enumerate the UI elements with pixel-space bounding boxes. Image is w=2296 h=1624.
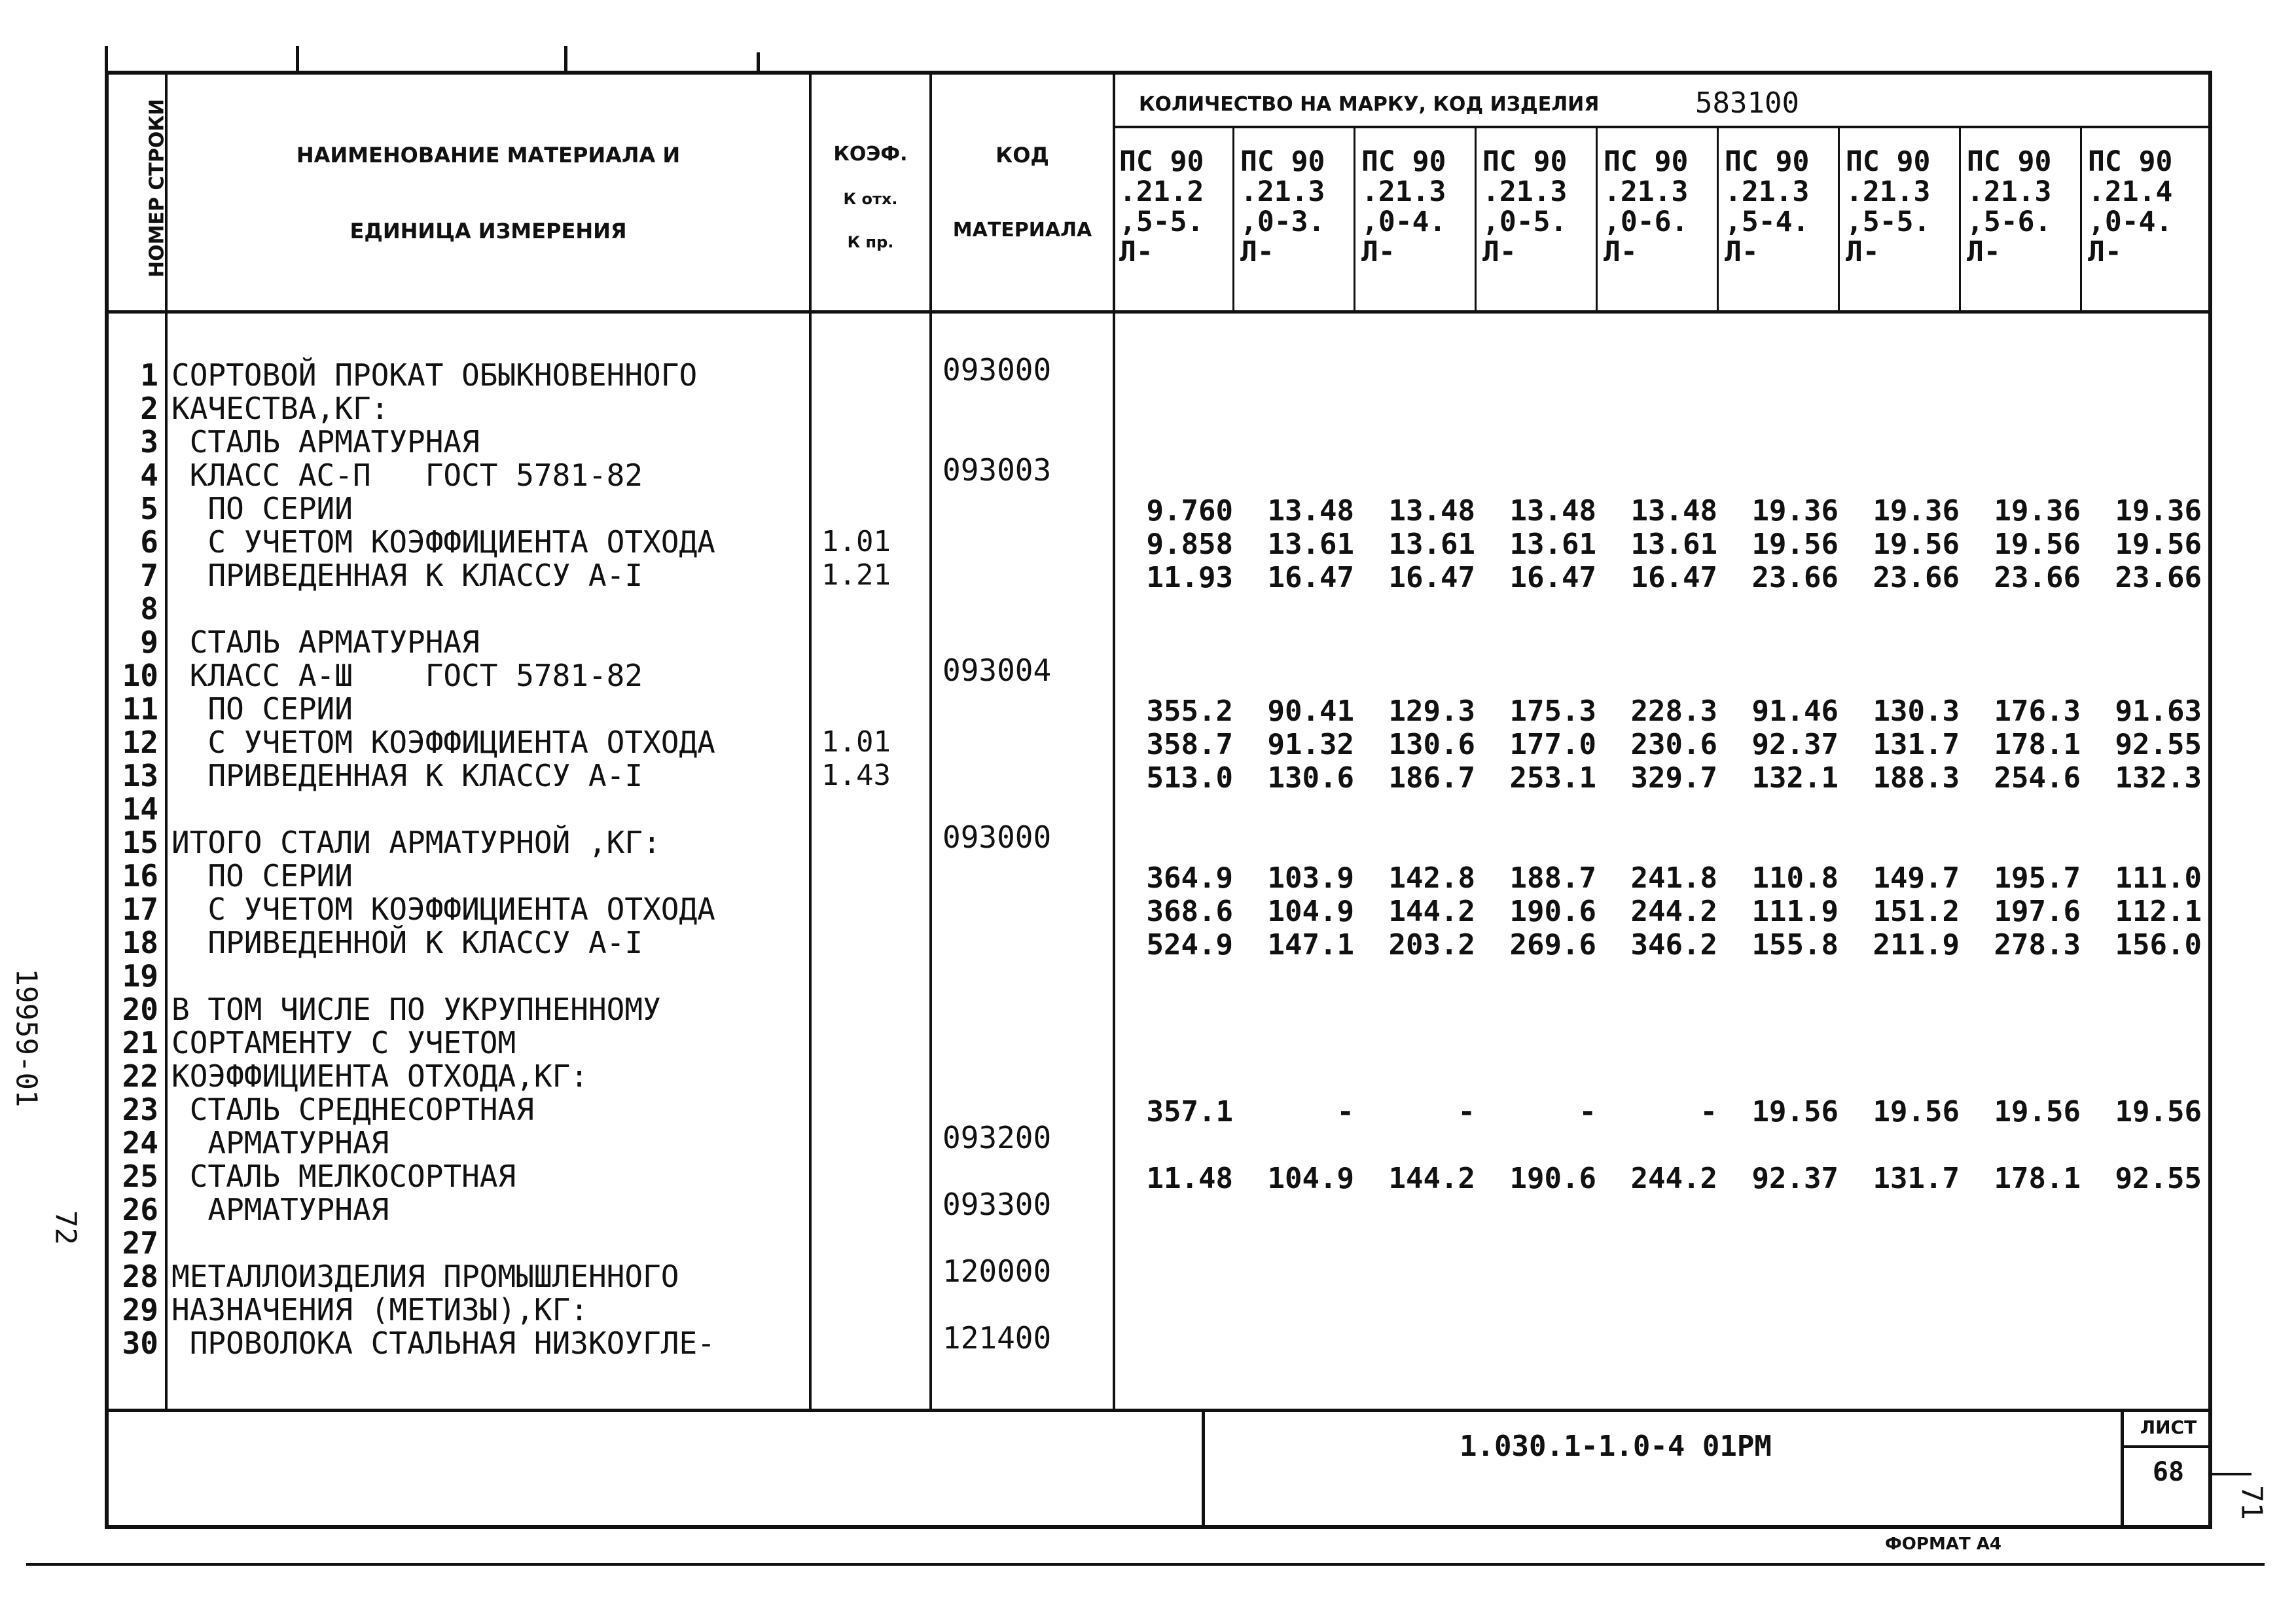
product-column-header-6-line2: .21.3 xyxy=(1725,175,1810,208)
material-code: 120000 xyxy=(942,1254,1052,1289)
row-text: КОЭФФИЦИЕНТА ОТХОДА,КГ: xyxy=(171,1058,588,1094)
material-code: 093004 xyxy=(942,653,1052,688)
product-column-header-4-line2: .21.3 xyxy=(1482,175,1568,208)
row-text: ПО СЕРИИ xyxy=(171,491,353,526)
quantity-cell: 23.66 xyxy=(2115,561,2202,594)
format-label: ФОРМАТ А4 xyxy=(1885,1534,2001,1554)
quantity-cell: 147.1 xyxy=(1267,928,1354,962)
row-number: 19 xyxy=(122,958,158,994)
product-column-header-1-line3: ,5-5. xyxy=(1119,206,1204,238)
product-column-header-1-line2: .21.2 xyxy=(1119,175,1204,208)
row-number: 9 xyxy=(140,624,158,660)
quantity-cell: 197.6 xyxy=(1994,895,2081,928)
row-number: 28 xyxy=(122,1259,158,1294)
quantity-cell: 13.61 xyxy=(1267,528,1354,561)
margin-right-page: 71 xyxy=(2234,1485,2269,1520)
quantity-cell: 91.63 xyxy=(2115,695,2202,728)
frame-bottom xyxy=(105,1525,2212,1529)
product-column-header-5-line2: .21.3 xyxy=(1604,175,1689,208)
quantity-cell: - xyxy=(1458,1095,1475,1128)
binding-stub-1 xyxy=(105,46,108,72)
product-column-header-2-line3: ,0-3. xyxy=(1240,206,1325,238)
page-bottom-line xyxy=(26,1563,2265,1566)
quantity-header-label: КОЛИЧЕСТВО НА МАРКУ, КОД ИЗДЕЛИЯ xyxy=(1139,93,1600,116)
row-number: 25 xyxy=(122,1159,158,1194)
quantity-cell: 23.66 xyxy=(1873,561,1960,594)
margin-left-code: 19959-01 xyxy=(9,968,43,1108)
quantity-cell: 241.8 xyxy=(1630,861,1717,895)
quantity-cell: 524.9 xyxy=(1146,928,1233,962)
product-column-header-3-line3: ,0-4. xyxy=(1361,206,1446,238)
coef-header-line1: КОЭФ. xyxy=(833,143,908,166)
product-column-header-6-line4: Л- xyxy=(1725,236,1759,268)
row-number: 1 xyxy=(140,357,158,393)
stamp-divider xyxy=(1202,1409,1205,1526)
row-text: ПРИВЕДЕННАЯ К КЛАССУ А-I xyxy=(171,758,643,793)
quantity-cell: 19.56 xyxy=(1873,1095,1960,1128)
quantity-cell: 130.3 xyxy=(1873,695,1960,728)
quantity-cell: 178.1 xyxy=(1994,728,2081,761)
margin-left-page: 72 xyxy=(48,1210,82,1245)
quantity-cell: 188.7 xyxy=(1509,861,1596,895)
quantity-cell: 13.48 xyxy=(1630,494,1717,528)
product-column-header-3-line1: ПС 90 xyxy=(1361,145,1446,178)
quantity-cell: 513.0 xyxy=(1146,761,1233,795)
row-number: 29 xyxy=(122,1292,158,1327)
document-code: 1.030.1-1.0-4 01РМ xyxy=(1460,1430,1772,1463)
row-text: КЛАСС АС-П ГОСТ 5781-82 xyxy=(171,458,643,493)
quantity-cell: 190.6 xyxy=(1509,1162,1596,1195)
row-text: ПО СЕРИИ xyxy=(171,691,353,727)
quantity-cell: 357.1 xyxy=(1146,1095,1233,1128)
product-column-header-8-line4: Л- xyxy=(1967,236,2001,268)
row-text: СТАЛЬ АРМАТУРНАЯ xyxy=(171,424,480,460)
quantity-cell: 175.3 xyxy=(1509,695,1596,728)
material-code: 093000 xyxy=(942,820,1052,855)
code-header-line2: МАТЕРИАЛА xyxy=(952,219,1092,242)
row-number: 24 xyxy=(122,1125,158,1161)
quantity-cell: 16.47 xyxy=(1509,561,1596,594)
quantity-cell: 131.7 xyxy=(1873,1162,1960,1195)
quantity-cell: 358.7 xyxy=(1146,728,1233,761)
row-text: МЕТАЛЛОИЗДЕЛИЯ ПРОМЫШЛЕННОГО xyxy=(171,1259,679,1294)
quantity-cell: 16.47 xyxy=(1267,561,1354,594)
col-line-name xyxy=(809,71,812,1410)
row-number: 3 xyxy=(140,424,158,460)
row-number: 16 xyxy=(122,858,158,893)
row-number: 30 xyxy=(122,1326,158,1361)
quantity-cell: 156.0 xyxy=(2115,928,2202,962)
row-number: 17 xyxy=(122,892,158,927)
row-text: КАЧЕСТВА,КГ: xyxy=(171,391,389,426)
row-number: 15 xyxy=(122,825,158,860)
quantity-cell: 104.9 xyxy=(1267,895,1354,928)
row-number: 8 xyxy=(140,591,158,626)
quantity-cell: 19.56 xyxy=(2115,528,2202,561)
quantity-cell: 13.48 xyxy=(1388,494,1475,528)
quantity-cell: 155.8 xyxy=(1751,928,1839,962)
material-name-header-line1: НАИМЕНОВАНИЕ МАТЕРИАЛА И xyxy=(296,143,681,168)
sheet-label: ЛИСТ xyxy=(2140,1416,2197,1438)
quantity-cell: 11.48 xyxy=(1146,1162,1233,1195)
row-number: 14 xyxy=(122,791,158,827)
sheet-box-left xyxy=(2121,1409,2124,1526)
quantity-cell: 91.46 xyxy=(1751,695,1839,728)
row-text: ПРИВЕДЕННАЯ К КЛАССУ А-I xyxy=(171,558,643,593)
quantity-cell: - xyxy=(1336,1095,1354,1128)
row-text: СТАЛЬ АРМАТУРНАЯ xyxy=(171,624,480,660)
quantity-cell: 368.6 xyxy=(1146,895,1233,928)
quantity-cell: 104.9 xyxy=(1267,1162,1354,1195)
product-column-header-2-line4: Л- xyxy=(1240,236,1274,268)
quantity-cell: 129.3 xyxy=(1388,695,1475,728)
quantity-cell: 149.7 xyxy=(1873,861,1960,895)
product-column-header-5-line3: ,0-6. xyxy=(1604,206,1689,238)
quantity-cell: 112.1 xyxy=(2115,895,2202,928)
quantity-cell: 178.1 xyxy=(1994,1162,2081,1195)
row-number: 10 xyxy=(122,658,158,693)
quantity-cell: 269.6 xyxy=(1509,928,1596,962)
product-column-header-4-line3: ,0-5. xyxy=(1482,206,1568,238)
row-text: СТАЛЬ МЕЛКОСОРТНАЯ xyxy=(171,1159,516,1194)
quantity-cell: 364.9 xyxy=(1146,861,1233,895)
quantity-cell: 188.3 xyxy=(1873,761,1960,795)
product-column-header-3-line2: .21.3 xyxy=(1361,175,1446,208)
product-column-header-9-line4: Л- xyxy=(2088,236,2122,268)
row-text: АРМАТУРНАЯ xyxy=(171,1125,389,1161)
row-number: 26 xyxy=(122,1192,158,1227)
product-column-header-7-line2: .21.3 xyxy=(1846,175,1931,208)
row-number-label: НОМЕР СТРОКИ xyxy=(145,99,169,278)
quantity-cell: 23.66 xyxy=(1994,561,2081,594)
sheet-number: 68 xyxy=(2152,1457,2185,1487)
product-column-header-7-line4: Л- xyxy=(1846,236,1880,268)
product-column-header-8-line2: .21.3 xyxy=(1967,175,2052,208)
quantity-cell: 111.9 xyxy=(1751,895,1839,928)
quantity-cell: 130.6 xyxy=(1267,761,1354,795)
quantity-cell: 92.37 xyxy=(1751,728,1839,761)
quantity-cell: 91.32 xyxy=(1267,728,1354,761)
material-code: 093003 xyxy=(942,452,1052,488)
row-number: 6 xyxy=(140,524,158,560)
quantity-cell: 186.7 xyxy=(1388,761,1475,795)
row-number: 4 xyxy=(140,458,158,493)
quantity-cell: 19.56 xyxy=(1994,1095,2081,1128)
coefficient-value: 1.21 xyxy=(821,558,891,592)
col-line-coef xyxy=(929,71,932,1410)
quantity-cell: 19.56 xyxy=(1994,528,2081,561)
row-text: ИТОГО СТАЛИ АРМАТУРНОЙ ,КГ: xyxy=(171,825,661,860)
row-text: С УЧЕТОМ КОЭФФИЦИЕНТА ОТХОДА xyxy=(171,892,715,927)
quantity-cell: 132.3 xyxy=(2115,761,2202,795)
row-text: С УЧЕТОМ КОЭФФИЦИЕНТА ОТХОДА xyxy=(171,524,715,560)
quantity-cell: 9.858 xyxy=(1146,528,1233,561)
quantity-cell: 19.56 xyxy=(1751,1095,1839,1128)
quantity-cell: 176.3 xyxy=(1994,695,2081,728)
product-column-header-2-line1: ПС 90 xyxy=(1240,145,1325,178)
quantity-cell: 9.760 xyxy=(1146,494,1233,528)
quantity-cell: 144.2 xyxy=(1388,1162,1475,1195)
coef-header-line2: К отх. xyxy=(843,190,898,208)
row-number: 20 xyxy=(122,992,158,1027)
row-text: НАЗНАЧЕНИЯ (МЕТИЗЫ),КГ: xyxy=(171,1292,588,1327)
quantity-cell: 177.0 xyxy=(1509,728,1596,761)
quantity-cell: 19.36 xyxy=(2115,494,2202,528)
quantity-cell: 16.47 xyxy=(1388,561,1475,594)
row-text: ПО СЕРИИ xyxy=(171,858,353,893)
coefficient-value: 1.01 xyxy=(821,725,891,759)
row-text: В ТОМ ЧИСЛЕ ПО УКРУПНЕННОМУ xyxy=(171,992,661,1027)
row-number: 2 xyxy=(140,391,158,426)
material-code: 093200 xyxy=(942,1120,1052,1155)
quantity-cell: 13.48 xyxy=(1509,494,1596,528)
quantity-cell: 253.1 xyxy=(1509,761,1596,795)
quantity-cell: 92.37 xyxy=(1751,1162,1839,1195)
row-number: 13 xyxy=(122,758,158,793)
product-column-header-4-line1: ПС 90 xyxy=(1482,145,1568,178)
quantity-cell: 203.2 xyxy=(1388,928,1475,962)
product-column-header-9-line1: ПС 90 xyxy=(2088,145,2173,178)
quantity-cell: 131.7 xyxy=(1873,728,1960,761)
quantity-cell: - xyxy=(1579,1095,1596,1128)
product-column-header-6-line1: ПС 90 xyxy=(1725,145,1810,178)
quantity-cell: 92.55 xyxy=(2115,728,2202,761)
footer-top-line xyxy=(105,1409,2212,1412)
product-column-header-5-line4: Л- xyxy=(1604,236,1638,268)
quantity-cell: 92.55 xyxy=(2115,1162,2202,1195)
product-column-header-7-line3: ,5-5. xyxy=(1846,206,1931,238)
quantity-cell: 19.36 xyxy=(1994,494,2081,528)
row-number: 18 xyxy=(122,925,158,960)
quantity-cell: 211.9 xyxy=(1873,928,1960,962)
product-column-header-8-line3: ,5-6. xyxy=(1967,206,2052,238)
quantity-cell: 103.9 xyxy=(1267,861,1354,895)
quantity-cell: 13.61 xyxy=(1630,528,1717,561)
quantity-cell: 244.2 xyxy=(1630,1162,1717,1195)
quantity-cell: 16.47 xyxy=(1630,561,1717,594)
quantity-cell: 130.6 xyxy=(1388,728,1475,761)
quantity-cell: 230.6 xyxy=(1630,728,1717,761)
quantity-cell: 19.56 xyxy=(1873,528,1960,561)
coef-header-line3: К пр. xyxy=(847,233,894,251)
header-bottom-line xyxy=(105,310,2212,314)
quantity-header-line xyxy=(1113,126,2212,128)
coefficient-value: 1.01 xyxy=(821,525,891,558)
row-text: С УЧЕТОМ КОЭФФИЦИЕНТА ОТХОДА xyxy=(171,725,715,760)
product-column-header-1-line1: ПС 90 xyxy=(1119,145,1204,178)
row-number: 11 xyxy=(122,691,158,727)
quantity-cell: - xyxy=(1700,1095,1717,1128)
quantity-cell: 11.93 xyxy=(1146,561,1233,594)
row-text: КЛАСС А-Ш ГОСТ 5781-82 xyxy=(171,658,643,693)
quantity-cell: 346.2 xyxy=(1630,928,1717,962)
quantity-cell: 19.36 xyxy=(1873,494,1960,528)
product-column-header-7-line1: ПС 90 xyxy=(1846,145,1931,178)
quantity-cell: 254.6 xyxy=(1994,761,2081,795)
product-column-header-8-line1: ПС 90 xyxy=(1967,145,2052,178)
product-column-header-9-line3: ,0-4. xyxy=(2088,206,2173,238)
material-name-header-line2: ЕДИНИЦА ИЗМЕРЕНИЯ xyxy=(350,219,627,244)
code-header-line1: КОД xyxy=(996,143,1049,168)
row-number: 5 xyxy=(140,491,158,526)
quantity-cell: 244.2 xyxy=(1630,895,1717,928)
product-column-header-4-line4: Л- xyxy=(1482,236,1516,268)
quantity-cell: 110.8 xyxy=(1751,861,1839,895)
quantity-cell: 13.48 xyxy=(1267,494,1354,528)
quantity-cell: 278.3 xyxy=(1994,928,2081,962)
quantity-cell: 151.2 xyxy=(1873,895,1960,928)
right-edge-tab xyxy=(2212,1473,2251,1475)
quantity-cell: 90.41 xyxy=(1267,695,1354,728)
product-column-header-5-line1: ПС 90 xyxy=(1604,145,1689,178)
material-code: 093300 xyxy=(942,1187,1052,1222)
quantity-cell: 195.7 xyxy=(1994,861,2081,895)
frame-top xyxy=(105,71,2212,75)
quantity-cell: 19.56 xyxy=(2115,1095,2202,1128)
row-text: АРМАТУРНАЯ xyxy=(171,1192,389,1227)
material-code: 093000 xyxy=(942,352,1052,388)
product-column-header-1-line4: Л- xyxy=(1119,236,1153,268)
row-number: 27 xyxy=(122,1225,158,1261)
binding-stub-2 xyxy=(296,46,299,72)
row-number: 22 xyxy=(122,1058,158,1094)
binding-stub-3 xyxy=(564,46,567,72)
quantity-cell: 19.56 xyxy=(1751,528,1839,561)
quantity-cell: 23.66 xyxy=(1751,561,1839,594)
quantity-cell: 13.61 xyxy=(1388,528,1475,561)
coefficient-value: 1.43 xyxy=(821,759,891,792)
product-column-header-3-line4: Л- xyxy=(1361,236,1395,268)
sheet-box-mid xyxy=(2121,1445,2212,1448)
quantity-cell: 329.7 xyxy=(1630,761,1717,795)
quantity-cell: 142.8 xyxy=(1388,861,1475,895)
row-number: 12 xyxy=(122,725,158,760)
row-text: ПРОВОЛОКА СТАЛЬНАЯ НИЗКОУГЛЕ- xyxy=(171,1326,715,1361)
quantity-cell: 190.6 xyxy=(1509,895,1596,928)
quantity-cell: 19.36 xyxy=(1751,494,1839,528)
row-text: ПРИВЕДЕННОЙ К КЛАССУ А-I xyxy=(171,925,643,960)
product-column-header-9-line2: .21.4 xyxy=(2088,175,2173,208)
quantity-cell: 13.61 xyxy=(1509,528,1596,561)
row-text: СОРТОВОЙ ПРОКАТ ОБЫКНОВЕННОГО xyxy=(171,357,698,393)
frame-right xyxy=(2208,71,2212,1529)
quantity-cell: 111.0 xyxy=(2115,861,2202,895)
row-text: СТАЛЬ СРЕДНЕСОРТНАЯ xyxy=(171,1092,534,1127)
product-column-header-2-line2: .21.3 xyxy=(1240,175,1325,208)
row-number: 23 xyxy=(122,1092,158,1127)
quantity-cell: 228.3 xyxy=(1630,695,1717,728)
binding-stub-4 xyxy=(757,52,760,72)
row-number: 21 xyxy=(122,1025,158,1060)
product-column-header-6-line3: ,5-4. xyxy=(1725,206,1810,238)
material-code: 121400 xyxy=(942,1320,1052,1356)
row-text: СОРТАМЕНТУ С УЧЕТОМ xyxy=(171,1025,516,1060)
quantity-cell: 355.2 xyxy=(1146,695,1233,728)
quantity-cell: 132.1 xyxy=(1751,761,1839,795)
product-code: 583100 xyxy=(1695,86,1799,120)
row-number: 7 xyxy=(140,558,158,593)
quantity-cell: 144.2 xyxy=(1388,895,1475,928)
